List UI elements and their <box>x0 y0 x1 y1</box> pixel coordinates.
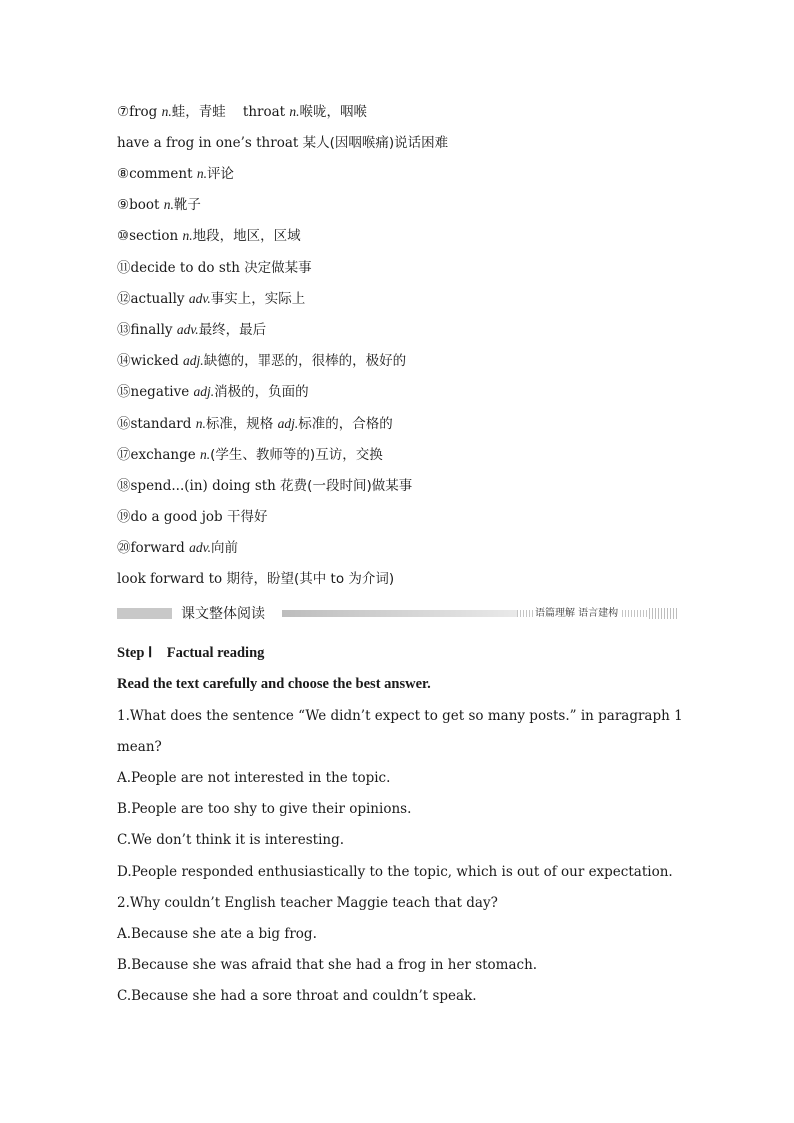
banner-left-bar <box>117 608 172 619</box>
vocab-meaning: 靴子 <box>173 197 201 213</box>
vocab-word: wicked <box>130 353 184 369</box>
vocab-meaning: 事实上，实际上 <box>210 291 306 307</box>
question-1-option-c: C.We don’t think it is interesting. <box>117 832 345 848</box>
vocab-word: negative <box>130 384 194 400</box>
vocab-item-boot <box>117 195 684 215</box>
part-of-speech-2: adj. <box>277 416 299 431</box>
vocab-meaning: 蛙，青蛙 <box>171 104 226 120</box>
vocab-word-2: throat <box>242 104 290 120</box>
vocab-meaning: 地段，地区，区域 <box>192 228 301 244</box>
item-number: ⑱ <box>117 478 131 494</box>
question-1-option-a: A.People are not interested in the topic. <box>117 770 391 786</box>
question-2-option-c: C.Because she had a sore throat and couldn’t speak. <box>117 988 477 1004</box>
part-of-speech: n. <box>182 228 193 243</box>
vocab-item-negative <box>117 382 684 402</box>
item-number: ⑳ <box>117 540 131 556</box>
vocab-word: forward <box>130 540 190 556</box>
vocab-meaning-2: 标准的，合格的 <box>298 416 393 432</box>
item-number: ⑮ <box>117 384 131 400</box>
vocab-meaning: 向前 <box>210 540 238 556</box>
item-number: ⑫ <box>117 291 131 307</box>
part-of-speech: n. <box>196 166 207 181</box>
vocab-item-comment <box>117 164 684 184</box>
part-of-speech-2: n. <box>289 104 300 119</box>
question-1-option-d: D.People responded enthusiastically to the topic, which is out of our expectation. <box>117 864 673 880</box>
vocab-item-actually <box>117 289 684 309</box>
vocab-meaning: 花费(一段时间)做某事 <box>280 478 413 494</box>
part-of-speech: adj. <box>183 353 204 368</box>
item-number: ⑦ <box>117 104 130 120</box>
item-number: ⑪ <box>117 260 131 276</box>
vocab-meaning: 决定做某事 <box>244 260 312 276</box>
question-1-continued: mean? <box>117 739 162 755</box>
vocab-word: decide to do sth <box>130 260 245 276</box>
section-banner <box>117 605 677 623</box>
vocab-item-exchange <box>117 445 684 465</box>
vocab-item-frog <box>117 102 684 122</box>
vocab-item-spend <box>117 476 684 496</box>
step-title: Step Ⅰ Factual reading <box>117 645 265 661</box>
item-number: ⑩ <box>117 228 130 244</box>
vocab-word: standard <box>130 416 196 432</box>
vocab-item-finally <box>117 320 684 340</box>
vocab-word: boot <box>129 197 164 213</box>
part-of-speech: adv. <box>188 291 211 306</box>
phrase-meaning: 期待，盼望(其中 to 为介词) <box>226 571 395 587</box>
question-1-option-b: B.People are too shy to give their opinions. <box>117 801 412 817</box>
vocab-meaning: (学生、教师等的)互访，交换 <box>210 447 383 463</box>
banner-title: 课文整体阅读 <box>177 605 269 623</box>
vocab-meaning: 最终，最后 <box>198 322 267 338</box>
vocab-item-decide <box>117 258 684 278</box>
question-2-option-b: B.Because she was afraid that she had a frog in her stomach. <box>117 957 538 973</box>
phrase-text: have a frog in one’s throat <box>117 135 303 151</box>
item-number: ⑬ <box>117 322 131 338</box>
item-number: ⑯ <box>117 416 131 432</box>
vocab-word: do a good job <box>130 509 227 525</box>
banner-tag: 语篇理解 语言建构 <box>535 608 619 619</box>
question-2: 2.Why couldn’t English teacher Maggie teach that day? <box>117 895 498 911</box>
vocab-item-wicked <box>117 351 684 371</box>
question-1: 1.What does the sentence “We didn’t expect to get so many posts.” in paragraph 1 <box>117 708 683 724</box>
vocab-meaning-2: 喉咙，咽喉 <box>299 104 368 120</box>
vocab-word: finally <box>130 322 177 338</box>
part-of-speech: adj. <box>193 384 215 399</box>
vocab-meaning: 评论 <box>206 166 234 182</box>
item-number: ⑰ <box>117 447 131 463</box>
vocab-item-forward <box>117 538 684 558</box>
vocab-word: spend...(in) doing sth <box>130 478 281 494</box>
part-of-speech: adv. <box>176 322 199 337</box>
item-number: ⑭ <box>117 353 131 369</box>
vocab-meaning: 缺德的，罪恶的，很棒的，极好的 <box>203 353 407 369</box>
item-number: ⑨ <box>117 197 130 213</box>
part-of-speech: n. <box>195 416 206 431</box>
vocab-word: actually <box>130 291 189 307</box>
vocab-meaning: 消极的，负面的 <box>214 384 309 400</box>
vocab-meaning: 标准，规格 <box>205 416 274 432</box>
banner-right-bar <box>649 608 677 619</box>
phrase-text: look forward to <box>117 571 227 587</box>
vocab-phrase-frog-in-throat <box>117 133 684 153</box>
vocab-word: exchange <box>130 447 201 463</box>
item-number: ⑲ <box>117 509 131 525</box>
question-2-option-a: A.Because she ate a big frog. <box>117 926 317 942</box>
phrase-meaning: 某人(因咽喉痛)说话困难 <box>302 135 449 151</box>
vocab-phrase-look-forward <box>117 569 684 589</box>
item-number: ⑧ <box>117 166 130 182</box>
vocab-word: comment <box>129 166 197 182</box>
vocab-item-standard <box>117 414 684 434</box>
vocab-word: section <box>129 228 183 244</box>
part-of-speech: n. <box>161 104 172 119</box>
part-of-speech: n. <box>163 197 174 212</box>
part-of-speech: adv. <box>189 540 211 555</box>
step-instruction: Read the text carefully and choose the best answer. <box>117 676 431 692</box>
vocab-item-good-job <box>117 507 684 527</box>
vocab-item-section <box>117 226 684 246</box>
vocab-word: frog <box>129 104 162 120</box>
vocab-meaning: 干得好 <box>226 509 268 525</box>
part-of-speech: n. <box>200 447 211 462</box>
banner-gradient-bar <box>282 610 517 617</box>
